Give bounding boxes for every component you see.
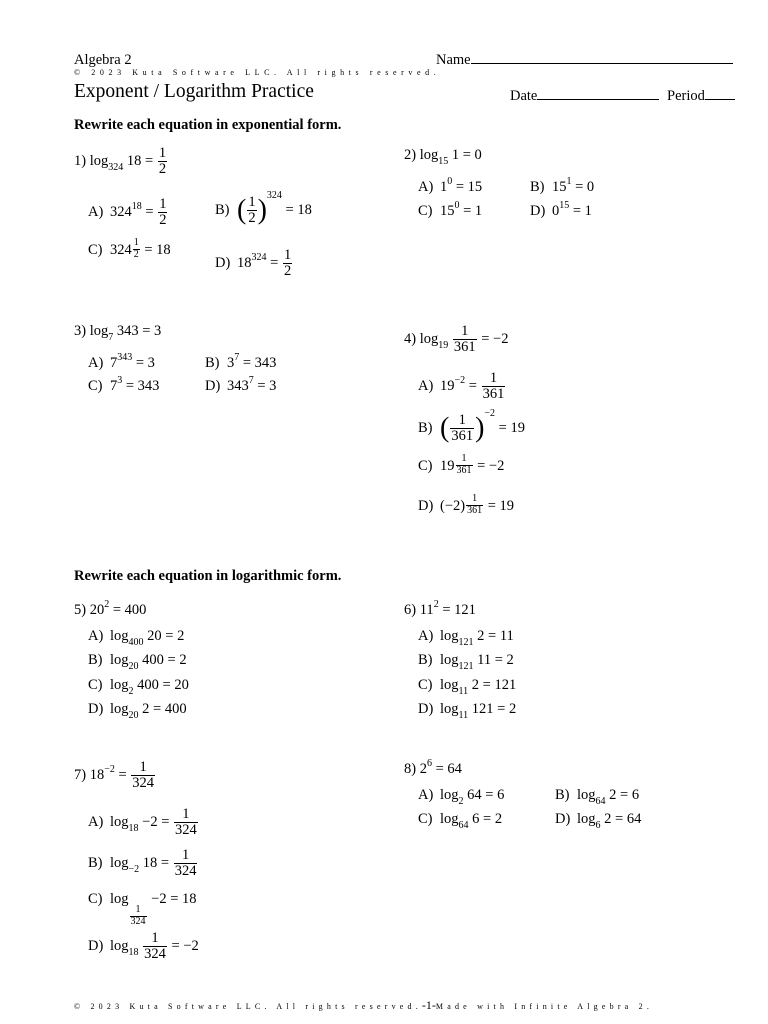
- question-4: 4) $\log_{19}$ $\frac{1}{361}$ = −2: [404, 323, 509, 356]
- q7-choice-a[interactable]: A) $\log_{18} -2$ = $\frac{1}{324}$: [88, 806, 197, 839]
- q4-choice-b[interactable]: B) ( $\frac{1}{361}$ )$^{-2}$ = 19: [418, 408, 525, 445]
- footer-copyright: © 2023 Kuta Software LLC. All rights reserved.: [74, 1002, 422, 1011]
- q2-choice-b[interactable]: B) $15^1 = 0$: [530, 176, 595, 195]
- q6-choice-b[interactable]: B) $\log_{121} 11 = 2$: [418, 652, 514, 672]
- q1-choice-d[interactable]: D) $18^{324}$ = $\frac{1}{2}$: [215, 247, 292, 280]
- page-number: -1-: [421, 998, 436, 1012]
- q1-choice-c[interactable]: C) 324 $\frac{1}{2}$ = 18: [88, 237, 171, 260]
- footer: [74, 996, 653, 1014]
- q4-choice-a[interactable]: A) $19^{-2}$ = $\frac{1}{361}$: [418, 370, 505, 403]
- q6-choice-c[interactable]: C) $\log_{11} 2 = 121$: [418, 677, 517, 697]
- date-field[interactable]: [510, 88, 659, 105]
- copyright-header: © 2023 Kuta Software LLC. All rights reserved.: [74, 68, 441, 77]
- question-7: 7) $18^{-2}$ = $\frac{1}{324}$: [74, 759, 155, 792]
- question-6: 6) $11^2 = 121$: [404, 599, 476, 618]
- q5-choice-b[interactable]: B) $\log_{20} 400 = 2$: [88, 652, 187, 672]
- name-line: [471, 63, 733, 64]
- q3-choice-a[interactable]: A) $7^{343} = 3$: [88, 352, 155, 371]
- date-line: [537, 99, 659, 100]
- period-field[interactable]: [667, 88, 735, 105]
- q5-choice-a[interactable]: A) $\log_{400} 20 = 2$: [88, 628, 185, 648]
- q3-choice-b[interactable]: B) $3^7 = 343$: [205, 352, 277, 371]
- q8-choice-d[interactable]: D) $\log_6 2 = 64$: [555, 811, 642, 831]
- question-8: 8) $2^6 = 64$: [404, 758, 462, 777]
- q5-choice-d[interactable]: D) $\log_{20} 2 = 400$: [88, 701, 187, 721]
- q6-choice-d[interactable]: D) $\log_{11} 121 = 2$: [418, 701, 517, 721]
- footer-made-with: Made with Infinite Algebra 2.: [435, 1002, 654, 1011]
- q2-choice-a[interactable]: A) $1^0 = 15$: [418, 176, 483, 195]
- name-label: Name: [436, 52, 471, 68]
- q7-choice-d[interactable]: D) $\log_{18}$ $\frac{1}{324}$ = −2: [88, 930, 199, 963]
- q6-choice-a[interactable]: A) $\log_{121} 2 = 11$: [418, 628, 514, 648]
- question-5: 5) $20^2 = 400$: [74, 599, 147, 618]
- name-field[interactable]: [436, 52, 733, 69]
- period-line: [705, 99, 735, 100]
- q1-choice-b[interactable]: B) ( $\frac{1}{2}$ )$^{324}$ = 18: [215, 190, 312, 227]
- q7-choice-c[interactable]: C) log $\frac{1}{324}$ −2 = 18: [88, 891, 197, 927]
- q7-choice-b[interactable]: B) $\log_{-2} 18$ = $\frac{1}{324}$: [88, 847, 197, 880]
- q4-choice-c[interactable]: C) 19 $\frac{1}{361}$ = −2: [418, 453, 505, 476]
- q8-choice-c[interactable]: C) $\log_{64} 6 = 2$: [418, 811, 503, 831]
- q2-choice-c[interactable]: C) $15^0 = 1$: [418, 200, 483, 219]
- question-2: 2) $\log_{15} 1 = 0$: [404, 147, 482, 167]
- period-label: Period: [667, 88, 705, 104]
- section-heading-exponential: Rewrite each equation in exponential form.: [74, 117, 342, 133]
- q4-choice-d[interactable]: D) (−2) $\frac{1}{361}$ = 19: [418, 493, 515, 516]
- date-label: Date: [510, 88, 538, 104]
- q5-choice-c[interactable]: C) $\log_2 400 = 20$: [88, 677, 189, 697]
- question-3: 3) $\log_7 343 = 3$: [74, 323, 162, 343]
- section-heading-logarithmic: Rewrite each equation in logarithmic form.: [74, 568, 342, 584]
- q1-choice-a[interactable]: A) $324^{18}$ = $\frac{1}{2}$: [88, 196, 167, 229]
- q8-choice-a[interactable]: A) $\log_2 64 = 6$: [418, 787, 505, 807]
- worksheet-title: Exponent / Logarithm Practice: [74, 81, 314, 102]
- q3-choice-c[interactable]: C) $7^3 = 343$: [88, 375, 160, 394]
- q3-choice-d[interactable]: D) $343^7 = 3$: [205, 375, 277, 394]
- q2-choice-d[interactable]: D) $0^{15} = 1$: [530, 200, 592, 219]
- question-1: 1) $\log_{324} 18$ = $\frac{1}{2}$: [74, 145, 167, 178]
- q8-choice-b[interactable]: B) $\log_{64} 2 = 6$: [555, 787, 640, 807]
- course-name: Algebra 2: [74, 52, 132, 68]
